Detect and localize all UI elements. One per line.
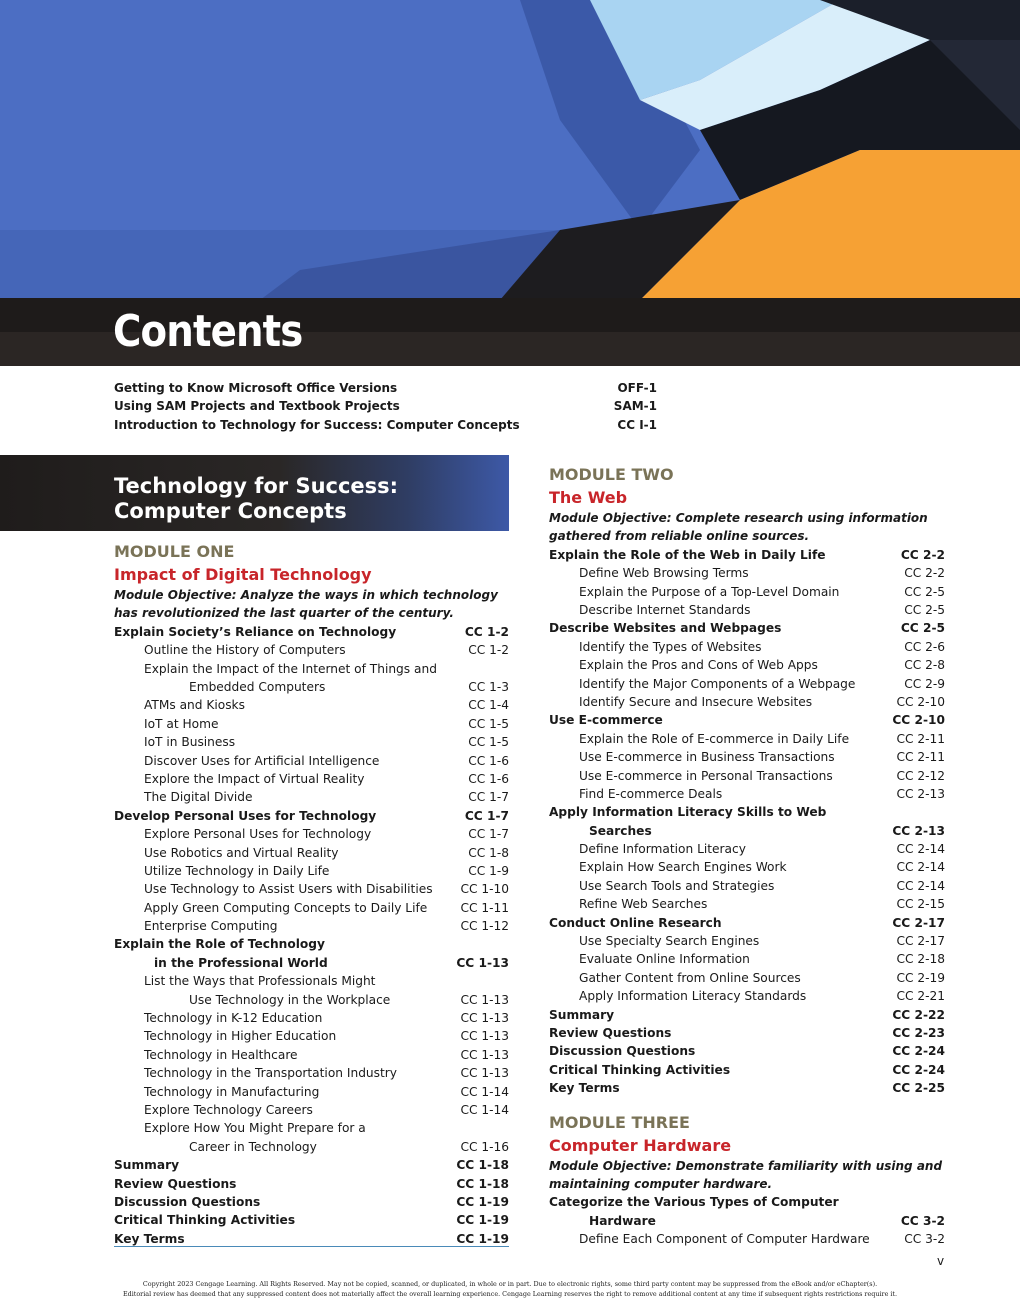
toc-entry-title: Critical Thinking Activities (549, 1062, 731, 1077)
toc-entry-title: Explain the Role of Technology (114, 937, 325, 952)
toc-subsection-entry[interactable] (114, 770, 509, 788)
toc-subsection-entry[interactable] (549, 675, 945, 693)
toc-entry-page: CC 2-21 (896, 989, 945, 1004)
toc-entry-title: Critical Thinking Activities (114, 1213, 296, 1228)
toc-section-entry[interactable] (549, 1193, 945, 1230)
toc-entry-page: CC 1-14 (460, 1084, 509, 1099)
toc-section-entry[interactable] (114, 1156, 509, 1174)
toc-subsection-entry[interactable] (114, 1119, 509, 1156)
toc-subsection-entry[interactable] (549, 877, 945, 895)
module-objective: Module Objective: Analyze the ways in which technology has revolutionized the last quarter of the century. (114, 588, 498, 621)
toc-subsection-entry[interactable] (114, 696, 509, 714)
page-title: Contents (113, 306, 303, 357)
toc-entry-page: CC 2-5 (904, 584, 945, 599)
toc-entry-title: Use E-commerce (549, 713, 663, 728)
toc-section-entry[interactable] (549, 1079, 945, 1097)
toc-entry-page: CC 1-7 (468, 790, 509, 805)
toc-entry-page: CC 2-5 (904, 602, 945, 617)
module-label: MODULE TWO (549, 465, 674, 484)
toc-subsection-entry[interactable] (114, 825, 509, 843)
toc-entry-page: CC 2-15 (896, 897, 945, 912)
toc-subsection-entry[interactable] (114, 899, 509, 917)
toc-entry-page: CC 1-13 (460, 1066, 509, 1081)
toc-entry-title: Apply Information Literacy Standards (579, 989, 807, 1004)
intro-entry-title: Introduction to Technology for Success: Computer Concepts (114, 417, 520, 432)
toc-entry-page: CC 1-11 (460, 900, 509, 915)
toc-entry-title: Identify the Major Components of a Webpage (579, 676, 856, 691)
module-spacer (549, 1098, 945, 1112)
toc-entry-page: CC 2-5 (900, 621, 945, 636)
toc-entry-title: Explore Personal Uses for Technology (144, 827, 372, 842)
toc-subsection-entry[interactable] (114, 715, 509, 733)
intro-entry-page: SAM-1 (613, 399, 657, 414)
column-rule (114, 1246, 509, 1247)
toc-entry-title: Discover Uses for Artificial Intelligence (144, 753, 380, 768)
toc-entry-page: CC 1-6 (468, 771, 509, 786)
toc-entry-page: CC 1-19 (456, 1213, 509, 1228)
toc-entry-title: Evaluate Online Information (579, 952, 750, 967)
intro-entry[interactable] (114, 381, 657, 399)
toc-column-left (114, 541, 509, 1248)
toc-subsection-entry[interactable] (549, 987, 945, 1005)
toc-entry-title: Describe Internet Standards (579, 602, 751, 617)
toc-entry-page: CC 1-13 (456, 955, 509, 970)
toc-subsection-entry[interactable] (549, 840, 945, 858)
toc-entry-page: CC 2-14 (896, 842, 945, 857)
toc-subsection-entry[interactable] (114, 917, 509, 935)
toc-subsection-entry[interactable] (114, 1064, 509, 1082)
toc-entry-title: Define Information Literacy (579, 842, 746, 857)
toc-section-entry[interactable] (549, 1006, 945, 1024)
toc-entry-title: ATMs and Kiosks (144, 698, 245, 713)
toc-entry-page: CC 2-10 (896, 694, 945, 709)
toc-entry-title: Conduct Online Research (549, 915, 722, 930)
toc-entry-page: CC 1-9 (468, 863, 509, 878)
toc-entry-page: CC 2-18 (896, 952, 945, 967)
toc-entry-page: CC 2-14 (896, 878, 945, 893)
toc-entry-title: Technology in K-12 Education (144, 1011, 323, 1026)
intro-entry-title: Getting to Know Microsoft Office Versions (114, 381, 398, 395)
toc-entry-title: Identify Secure and Insecure Websites (579, 694, 813, 709)
toc-entry-page: CC 1-13 (460, 992, 509, 1007)
toc-entry-page: CC 3-2 (900, 1213, 945, 1228)
toc-entry-page: CC 2-2 (904, 566, 945, 581)
toc-entry-title: Review Questions (114, 1176, 237, 1191)
toc-entry-title: IoT at Home (144, 716, 219, 731)
toc-entry-title: List the Ways that Professionals Might (144, 974, 376, 989)
toc-entry-title: Utilize Technology in Daily Life (144, 863, 330, 878)
toc-subsection-entry[interactable] (549, 895, 945, 913)
toc-entry-page: CC 1-19 (456, 1231, 509, 1246)
intro-entry-page: CC I-1 (617, 417, 657, 432)
toc-entry-page: CC 1-5 (468, 735, 509, 750)
toc-section-entry[interactable] (114, 1193, 509, 1211)
toc-subsection-entry[interactable] (114, 1101, 509, 1119)
toc-entry-page: CC 1-7 (464, 808, 509, 823)
toc-entry-page: CC 2-25 (892, 1081, 945, 1096)
toc-section-entry[interactable] (549, 1061, 945, 1079)
toc-subsection-entry[interactable] (549, 767, 945, 785)
toc-subsection-entry[interactable] (549, 656, 945, 674)
module-objective: Module Objective: Demonstrate familiarity with using and maintaining computer hardware. (549, 1158, 943, 1191)
toc-entry-title-continued: Searches (589, 823, 652, 838)
toc-entry-title-continued: Use Technology in the Workplace (189, 992, 391, 1007)
toc-entry-title: Outline the History of Computers (144, 643, 346, 658)
toc-subsection-entry[interactable] (114, 844, 509, 862)
toc-entry-page: CC 2-24 (892, 1044, 945, 1059)
copyright-notice (60, 1279, 960, 1299)
toc-entry-title: Summary (114, 1158, 180, 1173)
module-label: MODULE THREE (549, 1112, 690, 1132)
toc-subsection-entry[interactable] (114, 733, 509, 751)
toc-entry-title-continued: Hardware (589, 1213, 656, 1228)
toc-entry-title: Explore Technology Careers (144, 1103, 313, 1118)
toc-entry-page: CC 1-19 (456, 1194, 509, 1209)
toc-entry-title: Explain the Purpose of a Top-Level Domain (579, 584, 840, 599)
copyright-line-2: Editorial review has deemed that any suppressed content does not materially affect the overall learning experience. Cengage Learning reserves the right to remove additional content at any time if subsequent rights restrictions require it. (122, 1290, 898, 1298)
toc-subsection-entry[interactable] (114, 972, 509, 1009)
toc-section-entry[interactable] (114, 1211, 509, 1229)
intro-entry[interactable] (114, 399, 657, 417)
toc-entry-title: Refine Web Searches (579, 897, 708, 912)
toc-entry-title: Explain the Role of the Web in Daily Life (549, 547, 826, 562)
module-label: MODULE ONE (114, 542, 235, 561)
toc-subsection-entry[interactable] (549, 1230, 945, 1248)
toc-entry-title: Explain the Impact of the Internet of Things and (144, 661, 437, 676)
toc-entry-title: Use E-commerce in Business Transactions (579, 750, 835, 765)
toc-section-entry[interactable] (549, 711, 945, 729)
toc-entry-page: CC 2-24 (892, 1062, 945, 1077)
toc-entry-page: CC 2-13 (892, 823, 945, 838)
toc-entry-page: CC 1-13 (460, 1047, 509, 1062)
book-title (114, 474, 494, 524)
toc-entry-title: Key Terms (549, 1081, 620, 1096)
toc-entry-page: CC 2-11 (896, 731, 945, 746)
toc-subsection-entry[interactable] (114, 1027, 509, 1045)
toc-entry-title: Technology in the Transportation Industry (144, 1066, 398, 1081)
toc-column-right (549, 464, 945, 1249)
toc-entry-title: Use Search Tools and Strategies (579, 878, 775, 893)
toc-section-entry[interactable] (114, 935, 509, 972)
toc-entry-title: Develop Personal Uses for Technology (114, 808, 377, 823)
toc-entry-title-continued: Embedded Computers (189, 679, 326, 694)
toc-entry-page: CC 1-2 (464, 624, 509, 639)
toc-entry-page: CC 2-8 (904, 658, 945, 673)
toc-section-entry[interactable] (549, 619, 945, 637)
page-number: v (937, 1254, 945, 1268)
toc-entry-title: Apply Information Literacy Skills to Web (549, 805, 827, 820)
toc-subsection-entry[interactable] (114, 752, 509, 770)
toc-section-entry[interactable] (114, 623, 509, 641)
toc-subsection-entry[interactable] (114, 862, 509, 880)
toc-entry-page: CC 1-18 (456, 1158, 509, 1173)
toc-subsection-entry[interactable] (114, 641, 509, 659)
toc-subsection-entry[interactable] (114, 660, 509, 697)
toc-entry-page: CC 2-19 (896, 970, 945, 985)
toc-section-entry[interactable] (114, 1175, 509, 1193)
toc-entry-page: CC 1-16 (460, 1139, 509, 1154)
toc-entry-title: Discussion Questions (114, 1194, 261, 1209)
toc-section-entry[interactable] (549, 546, 945, 564)
toc-entry-page: CC 1-4 (468, 698, 509, 713)
toc-entry-page: CC 1-7 (468, 827, 509, 842)
toc-entry-title: Technology in Manufacturing (144, 1084, 320, 1099)
toc-entry-page: CC 1-13 (460, 1011, 509, 1026)
toc-subsection-entry[interactable] (114, 788, 509, 806)
toc-entry-title: Technology in Healthcare (144, 1047, 298, 1062)
intro-entry-page: OFF-1 (617, 381, 657, 395)
toc-entry-page: CC 2-10 (892, 713, 945, 728)
toc-section-entry[interactable] (549, 1042, 945, 1060)
toc-subsection-entry[interactable] (114, 880, 509, 898)
toc-entry-title: Use Specialty Search Engines (579, 934, 760, 949)
toc-section-entry[interactable] (549, 803, 945, 840)
toc-entry-page: CC 1-2 (468, 643, 509, 658)
toc-subsection-entry[interactable] (114, 1009, 509, 1027)
toc-entry-page: CC 1-12 (460, 919, 509, 934)
toc-entry-title: Find E-commerce Deals (579, 786, 723, 801)
toc-entry-page: CC 1-14 (460, 1103, 509, 1118)
toc-entry-title: Describe Websites and Webpages (549, 621, 782, 636)
toc-entry-title: Categorize the Various Types of Computer (549, 1195, 839, 1210)
toc-subsection-entry[interactable] (549, 785, 945, 803)
toc-subsection-entry[interactable] (549, 601, 945, 619)
module-name: Impact of Digital Technology (114, 565, 372, 584)
toc-subsection-entry[interactable] (549, 858, 945, 876)
toc-entry-page: CC 2-12 (896, 768, 945, 783)
toc-entry-title: Define Web Browsing Terms (579, 566, 749, 581)
toc-entry-title: Apply Green Computing Concepts to Daily Life (144, 900, 428, 915)
module-objective: Module Objective: Complete research using information gathered from reliable online sources. (549, 511, 928, 544)
intro-entry-title: Using SAM Projects and Textbook Projects (114, 399, 400, 414)
toc-entry-title: Discussion Questions (549, 1044, 696, 1059)
toc-subsection-entry[interactable] (549, 969, 945, 987)
module-name: The Web (549, 488, 628, 507)
toc-entry-title: Use E-commerce in Personal Transactions (579, 768, 833, 783)
toc-entry-page: CC 1-5 (468, 716, 509, 731)
cover-image (0, 0, 1020, 300)
toc-entry-page: CC 2-2 (900, 547, 945, 562)
toc-subsection-entry[interactable] (114, 1046, 509, 1064)
toc-section-entry[interactable] (549, 914, 945, 932)
toc-entry-page: CC 2-14 (896, 860, 945, 875)
toc-entry-page: CC 1-6 (468, 753, 509, 768)
toc-entry-title: Explain the Role of E-commerce in Daily Life (579, 731, 850, 746)
toc-subsection-entry[interactable] (549, 932, 945, 950)
toc-subsection-entry[interactable] (549, 638, 945, 656)
toc-entry-title: Gather Content from Online Sources (579, 970, 801, 985)
toc-entry-page: CC 1-18 (456, 1176, 509, 1191)
toc-entry-page: CC 1-8 (468, 845, 509, 860)
toc-entry-page: CC 2-17 (892, 915, 945, 930)
toc-entry-page: CC 3-2 (904, 1232, 945, 1247)
toc-subsection-entry[interactable] (549, 583, 945, 601)
toc-entry-title: Explain the Pros and Cons of Web Apps (579, 658, 818, 673)
intro-entry[interactable] (114, 418, 657, 436)
toc-entry-page: CC 1-13 (460, 1029, 509, 1044)
toc-subsection-entry[interactable] (549, 730, 945, 748)
toc-entry-title: Use Robotics and Virtual Reality (144, 845, 339, 860)
toc-entry-page: CC 2-13 (896, 786, 945, 801)
copyright-line-1: Copyright 2023 Cengage Learning. All Rights Reserved. May not be copied, scanned, or duplicated, in whole or in part. Due to electronic rights, some third party content may be suppressed from the eBook and/or eChapter(s). (142, 1280, 878, 1288)
toc-entry-title: Identify the Types of Websites (579, 639, 762, 654)
toc-entry-title: IoT in Business (144, 735, 236, 750)
toc-entry-title: Summary (549, 1007, 615, 1022)
toc-entry-title: Define Each Component of Computer Hardware (579, 1232, 870, 1247)
toc-entry-title-continued: in the Professional World (154, 955, 328, 970)
toc-entry-title: Explore the Impact of Virtual Reality (144, 771, 365, 786)
toc-subsection-entry[interactable] (549, 693, 945, 711)
toc-section-entry[interactable] (549, 1024, 945, 1042)
toc-entry-page: CC 1-3 (468, 679, 509, 694)
toc-entry-title: Review Questions (549, 1025, 672, 1040)
book-title-line1: Technology for Success: (114, 474, 399, 498)
toc-entry-title: Explain Society’s Reliance on Technology (114, 624, 397, 639)
toc-entry-title-continued: Career in Technology (189, 1139, 317, 1154)
toc-entry-page: CC 2-11 (896, 750, 945, 765)
toc-entry-title: Key Terms (114, 1231, 185, 1246)
toc-entry-page: CC 1-10 (460, 882, 509, 897)
toc-entry-title: Explore How You Might Prepare for a (144, 1121, 366, 1136)
toc-entry-title: Technology in Higher Education (144, 1029, 337, 1044)
toc-entry-title: Use Technology to Assist Users with Disabilities (144, 882, 433, 897)
book-title-line2: Computer Concepts (114, 499, 347, 523)
toc-entry-page: CC 2-9 (904, 676, 945, 691)
toc-entry-title: The Digital Divide (144, 790, 253, 805)
module-name: Computer Hardware (549, 1135, 732, 1155)
toc-subsection-entry[interactable] (549, 748, 945, 766)
toc-section-entry[interactable] (114, 807, 509, 825)
toc-entry-page: CC 2-23 (892, 1025, 945, 1040)
toc-entry-title: Enterprise Computing (144, 919, 278, 934)
toc-subsection-entry[interactable] (114, 1083, 509, 1101)
toc-entry-title: Explain How Search Engines Work (579, 860, 787, 875)
toc-entry-page: CC 2-22 (892, 1007, 945, 1022)
toc-entry-page: CC 2-17 (896, 934, 945, 949)
toc-subsection-entry[interactable] (549, 564, 945, 582)
toc-entry-page: CC 2-6 (904, 639, 945, 654)
toc-subsection-entry[interactable] (549, 950, 945, 968)
